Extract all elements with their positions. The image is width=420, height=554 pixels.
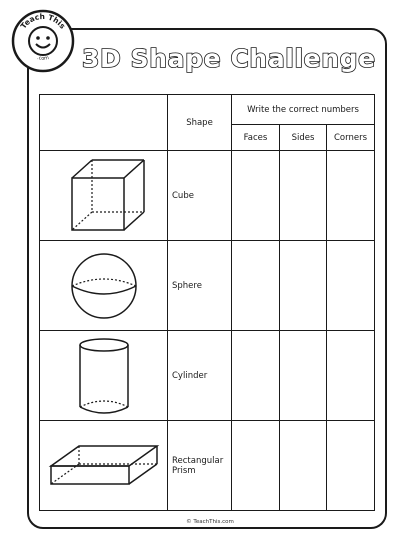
sphere-picture-cell: [40, 241, 168, 331]
rectangular-prism-icon: [45, 436, 163, 496]
sphere-icon: [64, 246, 144, 326]
cylinder-icon: [69, 335, 139, 417]
table-row: [40, 331, 375, 421]
answer-cell[interactable]: [327, 331, 375, 421]
shape-name-cube: Cube: [168, 151, 232, 241]
answer-cell[interactable]: [232, 241, 280, 331]
shape-name-cylinder: Cylinder: [168, 331, 232, 421]
svg-text:.com: [36, 55, 49, 62]
answer-cell[interactable]: [280, 421, 327, 511]
shape-name-rectangular-prism: Rectangular Prism: [168, 421, 232, 511]
cube-picture-cell: [40, 151, 168, 241]
sides-column-header: Sides: [280, 125, 327, 151]
faces-column-header: Faces: [232, 125, 280, 151]
corners-column-header: Corners: [327, 125, 375, 151]
numbers-header: Write the correct numbers: [232, 95, 375, 125]
cube-icon: [54, 156, 154, 236]
answer-cell[interactable]: [280, 241, 327, 331]
answer-cell[interactable]: [232, 151, 280, 241]
page-title: 3D Shape Challenge: [82, 44, 376, 73]
footer-copyright: © TeachThis.com: [186, 519, 234, 525]
shape-column-header: Shape: [168, 95, 232, 151]
table-row: [40, 421, 375, 511]
answer-cell[interactable]: [327, 151, 375, 241]
logo-text-bottom: .com: [36, 54, 50, 62]
header-blank-cell: [40, 95, 168, 151]
answer-cell[interactable]: [327, 421, 375, 511]
table-row: [40, 151, 375, 241]
answer-cell[interactable]: [232, 331, 280, 421]
answer-cell[interactable]: [280, 331, 327, 421]
answer-cell[interactable]: [327, 241, 375, 331]
shape-name-sphere: Sphere: [168, 241, 232, 331]
logo-text-top: Teach This: [18, 11, 68, 31]
answer-cell[interactable]: [232, 421, 280, 511]
smiley-face-icon: [10, 8, 76, 74]
shape-table: [39, 94, 375, 511]
table-row: [40, 241, 375, 331]
prism-picture-cell: [40, 421, 168, 511]
answer-cell[interactable]: [280, 151, 327, 241]
cylinder-picture-cell: [40, 331, 168, 421]
